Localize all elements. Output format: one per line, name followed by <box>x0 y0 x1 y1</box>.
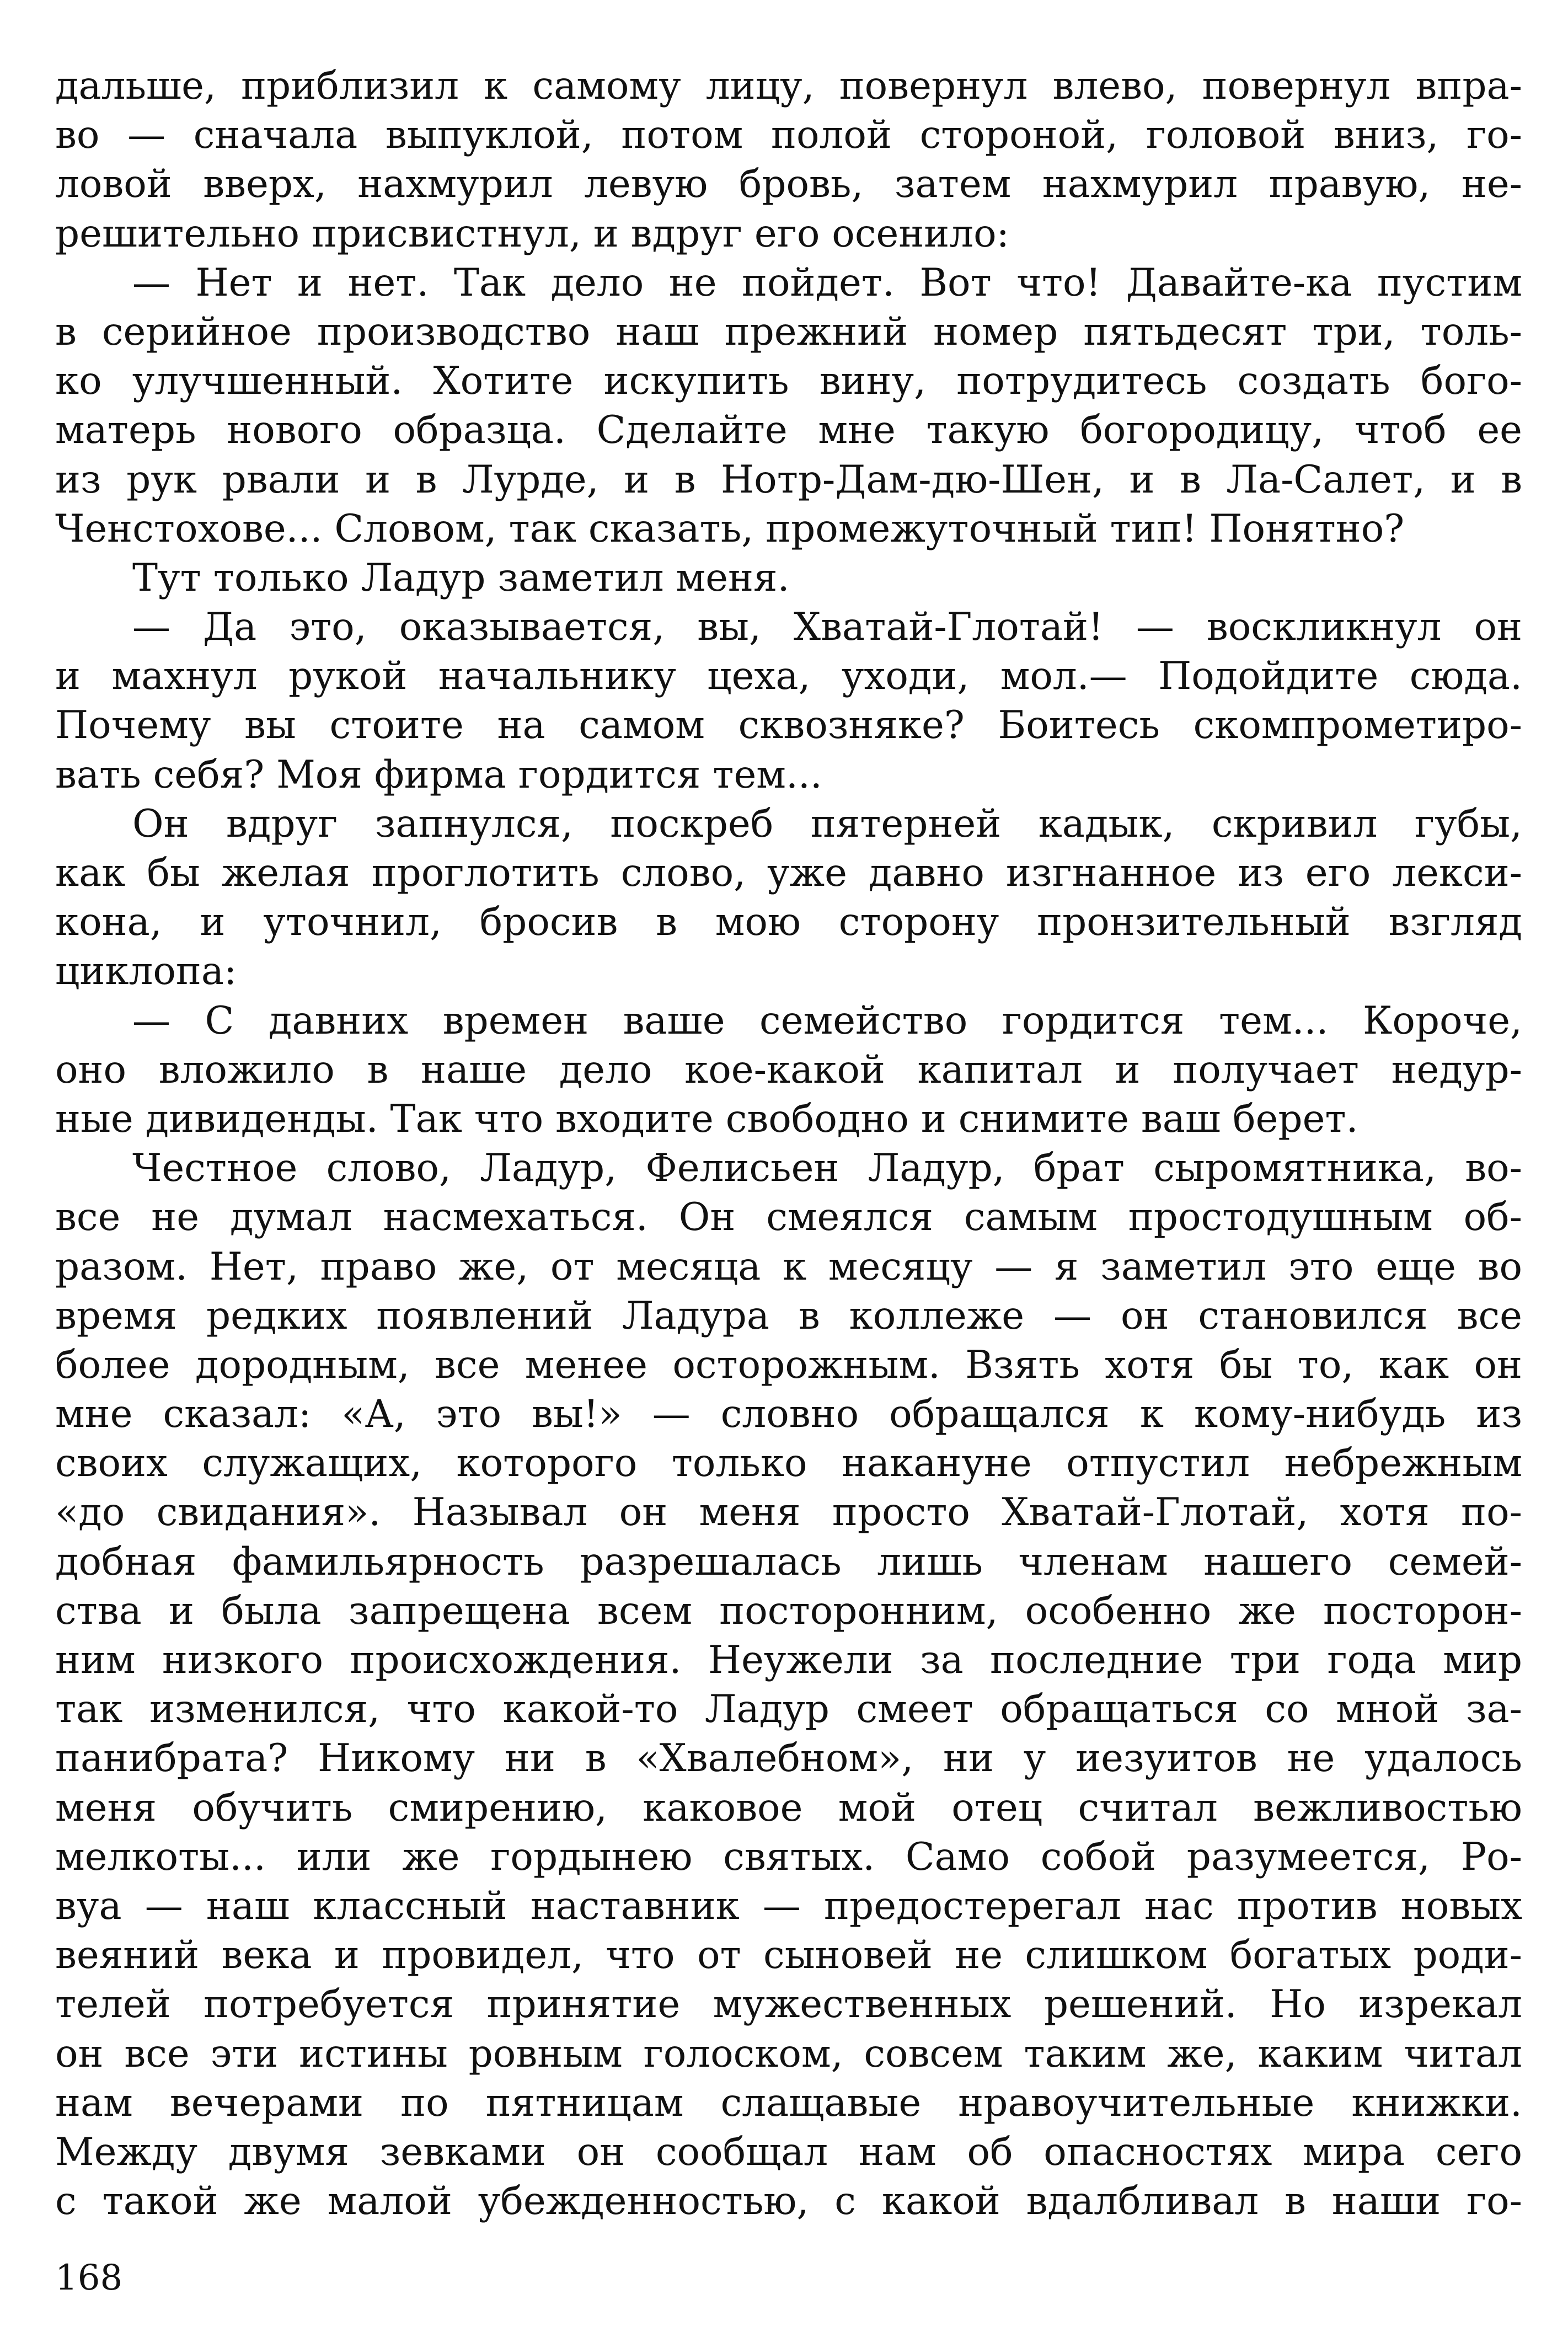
text-line: оно вложило в наше дело кое-какой капитал и получает недур- <box>55 1047 1522 1092</box>
text-line: матерь нового образца. Сделайте мне такую богородицу, чтоб ее <box>55 408 1522 453</box>
text-line: в серийное производство наш прежний номер пятьдесят три, толь- <box>55 309 1522 354</box>
text-line: так изменился, что какой-то Ладур смеет обращаться со мной за- <box>55 1687 1522 1732</box>
text-line: решительно присвистнул, и вдруг его осенило: <box>55 211 1009 256</box>
text-line: добная фамильярность разрешалась лишь членам нашего семей- <box>55 1539 1522 1584</box>
text-line: вать себя? Моя фирма гордится тем... <box>55 752 822 797</box>
text-line: кона, и уточнил, бросив в мою сторону пронзительный взгляд <box>55 900 1522 945</box>
text-line: он все эти истины ровным голоском, совсем таким же, каким читал <box>55 2031 1522 2076</box>
text-line: ко улучшенный. Хотите искупить вину, потрудитесь создать бого- <box>55 359 1522 404</box>
text-line: — С давних времен ваше семейство гордится тем... Короче, <box>132 998 1522 1043</box>
text-line: циклопа: <box>55 949 237 994</box>
text-line: мне сказал: «А, это вы!» — словно обращался к кому-нибудь из <box>55 1392 1522 1437</box>
text-line: Почему вы стоите на самом сквозняке? Боитесь скомпрометиро- <box>55 703 1522 748</box>
text-line: нам вечерами по пятницам слащавые нравоучительные книжки. <box>55 2080 1522 2125</box>
text-line: веяний века и провидел, что от сыновей не слишком богатых роди- <box>55 1933 1522 1978</box>
text-line: более дородным, все менее осторожным. Взять хотя бы то, как он <box>55 1343 1522 1387</box>
text-line: вуа — наш классный наставник — предостерегал нас против новых <box>55 1884 1522 1928</box>
text-line: все не думал насмехаться. Он смеялся самым простодушным об- <box>55 1195 1522 1240</box>
body-text <box>55 62 1522 2226</box>
text-line: Тут только Ладур заметил меня. <box>132 555 790 600</box>
text-line: и махнул рукой начальнику цеха, уходи, мол.— Подойдите сюда. <box>55 654 1522 699</box>
text-line: своих служащих, которого только накануне отпустил небрежным <box>55 1441 1522 1486</box>
text-line: ним низкого происхождения. Неужели за последние три года мир <box>55 1638 1522 1682</box>
text-line: мелкоты... или же гордынею святых. Само собой разумеется, Ро- <box>55 1834 1522 1879</box>
text-line: ловой вверх, нахмурил левую бровь, затем нахмурил правую, не- <box>55 162 1522 207</box>
page-number: 168 <box>55 2258 123 2298</box>
text-line: — Нет и нет. Так дело не пойдет. Вот что! Давайте-ка пустим <box>132 260 1522 305</box>
text-line: Между двумя зевками он сообщал нам об опасностях мира сего <box>55 2130 1522 2174</box>
text-line: Ченстохове... Словом, так сказать, промежуточный тип! Понятно? <box>55 506 1405 551</box>
text-line: меня обучить смирению, каковое мой отец считал вежливостью <box>55 1785 1522 1830</box>
text-line: как бы желая проглотить слово, уже давно изгнанное из его лекси- <box>55 851 1522 895</box>
text-line: панибрата? Никому ни в «Хвалебном», ни у иезуитов не удалось <box>55 1736 1522 1781</box>
text-line: Честное слово, Ладур, Фелисьен Ладур, брат сыромятника, во- <box>132 1146 1522 1191</box>
text-line: разом. Нет, право же, от месяца к месяцу — я заметил это еще во <box>55 1244 1522 1289</box>
text-line: из рук рвали и в Лурде, и в Нотр-Дам-дю-Шен, и в Ла-Салет, и в <box>55 457 1522 502</box>
text-line: — Да это, оказывается, вы, Хватай-Глотай! — воскликнул он <box>132 605 1522 650</box>
text-line: телей потребуется принятие мужественных решений. Но изрекал <box>55 1982 1522 2027</box>
text-line: ства и была запрещена всем посторонним, особенно же посторон- <box>55 1588 1522 1633</box>
text-line: ные дивиденды. Так что входите свободно и снимите ваш берет. <box>55 1097 1358 1141</box>
text-line: дальше, приблизил к самому лицу, повернул влево, повернул впра- <box>55 64 1522 108</box>
text-line: время редких появлений Ладура в коллеже — он становился все <box>55 1293 1522 1338</box>
text-line: во — сначала выпуклой, потом полой стороной, головой вниз, го- <box>55 113 1522 158</box>
text-line: с такой же малой убежденностью, с какой вдалбливал в наши го- <box>55 2179 1522 2224</box>
text-line: «до свидания». Называл он меня просто Хватай-Глотай, хотя по- <box>55 1490 1522 1535</box>
text-line: Он вдруг запнулся, поскреб пятерней кадык, скривил губы, <box>132 801 1522 846</box>
